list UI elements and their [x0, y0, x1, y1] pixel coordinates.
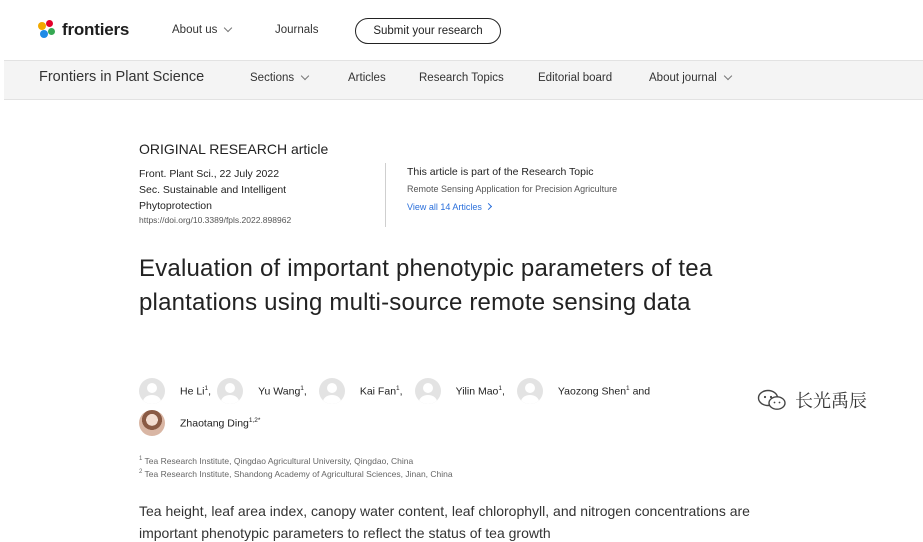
author-list-line-1 [139, 378, 650, 404]
logo-text: frontiers [62, 20, 130, 39]
author-name[interactable]: Yaozong Shen$^1$ and [557, 384, 651, 398]
nav-editorial-board[interactable]: Editorial board [538, 72, 613, 84]
author-name[interactable]: Zhaotang Ding$^{1,2*}$ [180, 416, 261, 430]
wechat-icon [757, 389, 787, 411]
nav-sections-label: Sections [250, 72, 295, 84]
avatar[interactable] [139, 378, 165, 404]
nav-articles[interactable]: Articles [348, 72, 386, 84]
chevron-right-icon [485, 203, 492, 210]
avatar[interactable] [517, 378, 543, 404]
journal-title[interactable]: Frontiers in Plant Science [39, 69, 205, 85]
nav-about-us[interactable] [172, 24, 231, 36]
abstract-text: Tea height, leaf area index, canopy water content, leaf chlorophyll, and nitrogen concentrations are important phenotypic parameters to reflect the status of tea growth [139, 503, 750, 541]
nav-about-us-label: About us [172, 24, 218, 36]
article-section[interactable]: Sec. Sustainable and Intelligent Phytoprotection [139, 184, 287, 212]
avatar[interactable] [139, 410, 165, 436]
view-all-label: View all 14 Articles [407, 202, 482, 212]
chevron-down-icon [224, 24, 232, 32]
nav-journals[interactable]: Journals [275, 24, 319, 36]
author-name[interactable]: Kai Fan$^1$, [359, 384, 403, 398]
top-navigation [0, 0, 923, 60]
article-meta [139, 166, 359, 214]
research-topic-name[interactable]: Remote Sensing Application for Precision Agriculture [407, 184, 618, 194]
author-list-line-2 [139, 410, 260, 436]
nav-about-journal[interactable] [649, 72, 731, 84]
nav-research-topics[interactable]: Research Topics [419, 72, 504, 84]
view-all-articles-link[interactable] [407, 202, 491, 212]
frontiers-logo-icon [38, 20, 56, 40]
frontiers-logo[interactable] [38, 20, 129, 40]
nav-sections[interactable] [250, 72, 308, 84]
chevron-down-icon [301, 72, 309, 80]
watermark [757, 387, 867, 413]
article-type: ORIGINAL RESEARCH article [139, 141, 329, 157]
research-topic-label: This article is part of the Research Topic [407, 166, 594, 178]
avatar[interactable] [217, 378, 243, 404]
avatar[interactable] [415, 378, 441, 404]
author-name[interactable]: He Li$^1$, [180, 384, 212, 398]
watermark-text: 长光禹辰 [795, 391, 867, 412]
article-title: Evaluation of important phenotypic parameters of tea plantations using multi-source remote sensing data [139, 255, 713, 316]
avatar[interactable] [319, 378, 345, 404]
author-name[interactable]: Yilin Mao$^1$, [455, 384, 505, 398]
affiliation: $^2$ Tea Research Institute, Shandong Academy of Agricultural Sciences, Jinan, China [139, 469, 453, 479]
submit-research-button[interactable]: Submit your research [355, 18, 501, 44]
article-citation: Front. Plant Sci., 22 July 2022 [139, 168, 280, 180]
journal-bar [4, 60, 923, 100]
article-doi[interactable]: https://doi.org/10.3389/fpls.2022.898962 [139, 215, 292, 225]
author-name[interactable]: Yu Wang$^1$, [258, 384, 307, 398]
affiliation: $^1$ Tea Research Institute, Qingdao Agricultural University, Qingdao, China [139, 456, 414, 466]
meta-divider [385, 163, 386, 227]
nav-about-journal-label: About journal [649, 72, 717, 84]
article-main [4, 100, 923, 542]
chevron-down-icon [724, 72, 732, 80]
